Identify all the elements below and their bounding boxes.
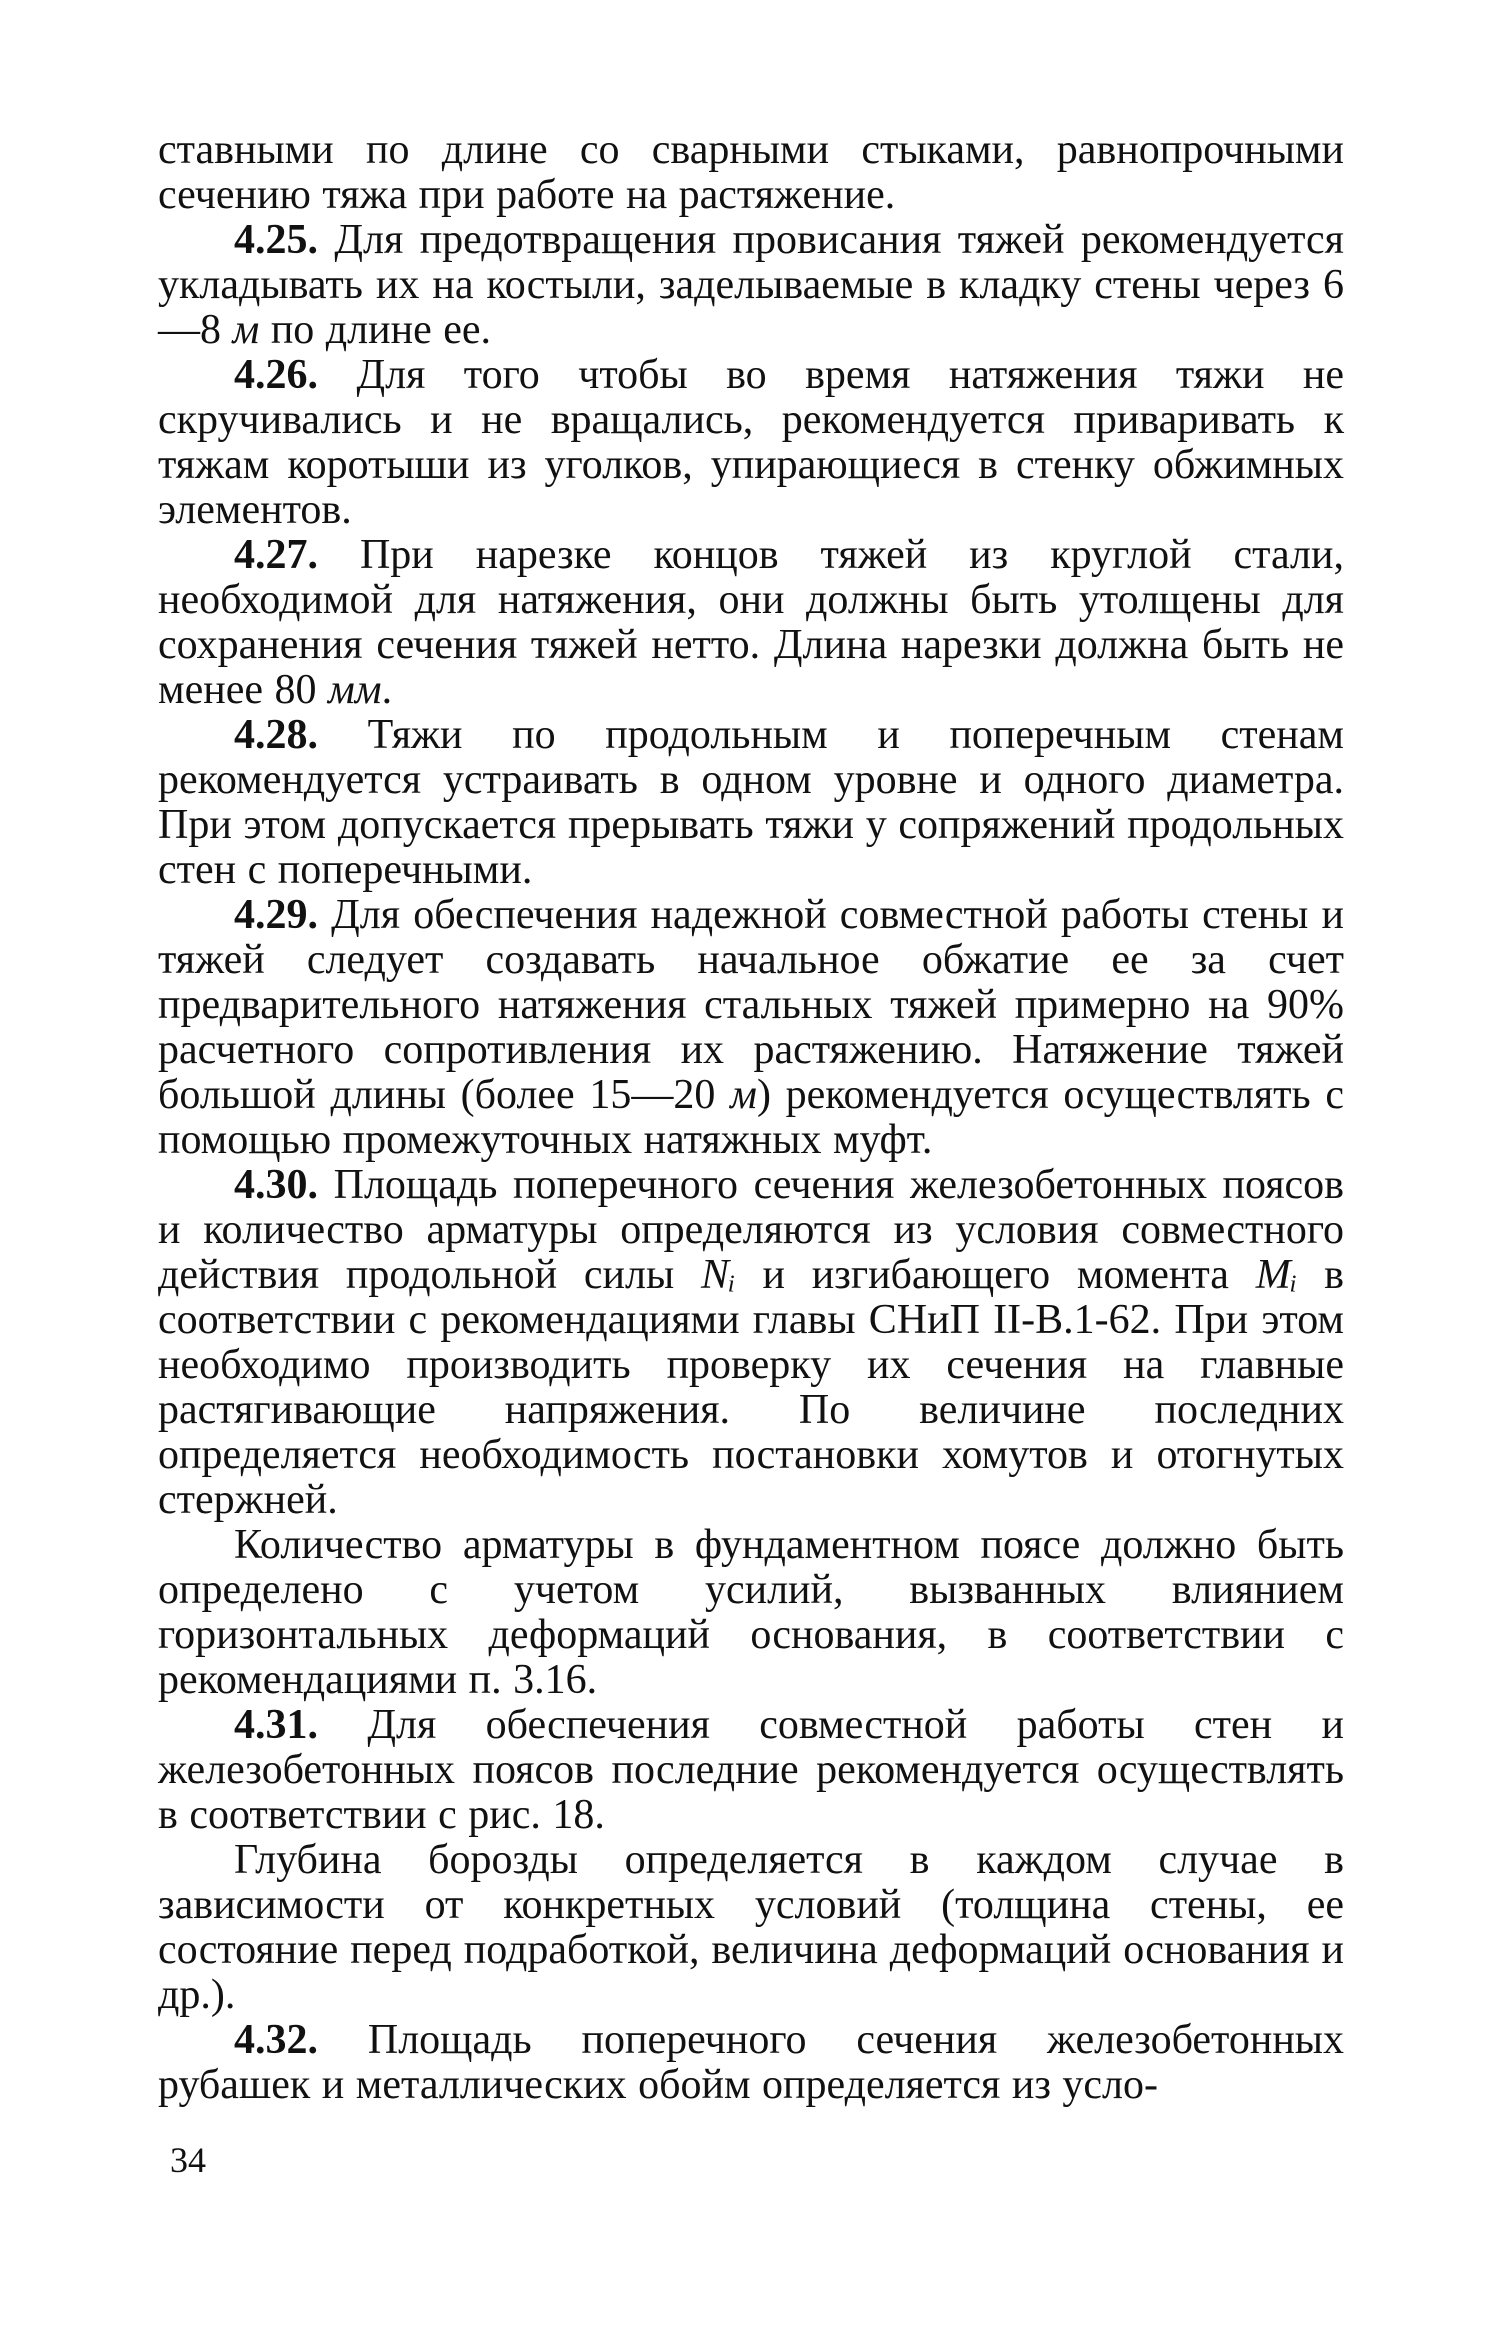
clause-number: 4.25. [234,217,318,263]
paragraph-text: Глубина борозды определяется в каждом случае в зависимости от конкретных условий (толщина стены, ее состояние перед подработкой, величина деформаций основания и др.). [158,1837,1344,2018]
paragraph-4-26 [158,353,1344,533]
paragraph-text: При нарезке концов тяжей из круглой стали, необходимой для натяжения, они должны быть утолщены для сохранения сечения тяжей нетто. Длина нарезки должна быть не менее 80 [158,532,1344,713]
page-body [158,128,1344,2108]
formula-symbol: Mᵢ [1255,1252,1298,1298]
paragraph-text: ставными по длине со сварными стыками, равнопрочными сечению тяжа при работе на растяжение. [158,127,1344,218]
clause-number: 4.30. [234,1162,318,1208]
clause-number: 4.27. [234,532,318,578]
paragraph-text: . [381,667,393,713]
paragraph-text: Тяжи по продольным и поперечным стенам рекомендуется устраивать в одном уровне и одного диаметра. При этом допускается прерывать тяжи у сопряжений продольных стен с поперечными. [158,712,1345,893]
clause-number: 4.31. [234,1702,318,1748]
paragraph-4-29 [158,893,1344,1163]
paragraph-text: по длине ее. [259,307,491,353]
paragraph-text: Площадь поперечного сечения железобетонных рубашек и металлических обойм определяется из усло- [158,2017,1345,2108]
paragraph-text: Для обеспечения надежной совместной работы стены и тяжей следует создавать начальное обжатие ее за счет предварительного натяжения стальных тяжей примерно на 90% расчетного сопротивления их растяжению. Натяжение тяжей большой длины (более 15—20 [158,892,1345,1118]
unit-text: м [730,1072,757,1118]
clause-number: 4.28. [234,712,318,758]
paragraph-text: ) рекомендуется осуществлять с помощью промежуточных натяжных муфт. [158,1072,1344,1163]
paragraph-text: Для обеспечения совместной работы стен и железобетонных поясов последние рекомендуется осуществлять в соответствии с рис. 18. [158,1702,1344,1838]
paragraph-text: Для того чтобы во время натяжения тяжи не скручивались и не вращались, рекомендуется приваривать к тяжам коротыши из уголков, упирающиеся в стенку обжимных элементов. [158,352,1345,533]
paragraph-4-32 [158,2018,1344,2108]
paragraph-reinforcement [158,1523,1344,1703]
page-number: 34 [170,2140,206,2180]
clause-number: 4.26. [234,352,318,398]
paragraph-text: Количество арматуры в фундаментном поясе должно быть определено с учетом усилий, вызванных влиянием горизонтальных деформаций основания, в соответствии с рекомендациями п. 3.16. [158,1522,1344,1703]
paragraph-continuation [158,128,1344,218]
formula-symbol: Nᵢ [701,1252,736,1298]
paragraph-4-31 [158,1703,1344,1838]
paragraph-groove-depth [158,1838,1344,2018]
paragraph-4-28 [158,713,1344,893]
paragraph-4-25 [158,218,1344,353]
paragraph-text: в соответствии с рекомендациями главы СНиП II-В.1-62. При этом необходимо производить проверку их сечения на главные растягивающие напряжения. По величине последних определяется необходимость постановки хомутов и отогнутых стержней. [158,1252,1344,1523]
unit-text: мм [327,667,382,713]
paragraph-text: и изгибающего момента [735,1252,1256,1298]
paragraph-4-27 [158,533,1344,713]
unit-text: м [232,307,260,353]
paragraph-text: Площадь поперечного сечения железобетонных поясов и количество арматуры определяются из условия совместного действия продольной силы [158,1162,1345,1298]
paragraph-text: Для предотвращения провисания тяжей рекомендуется укладывать их на костыли, заделываемые в кладку стены через 6—8 [158,217,1344,353]
paragraph-4-30 [158,1163,1344,1523]
clause-number: 4.32. [234,2017,318,2063]
clause-number: 4.29. [234,892,318,938]
